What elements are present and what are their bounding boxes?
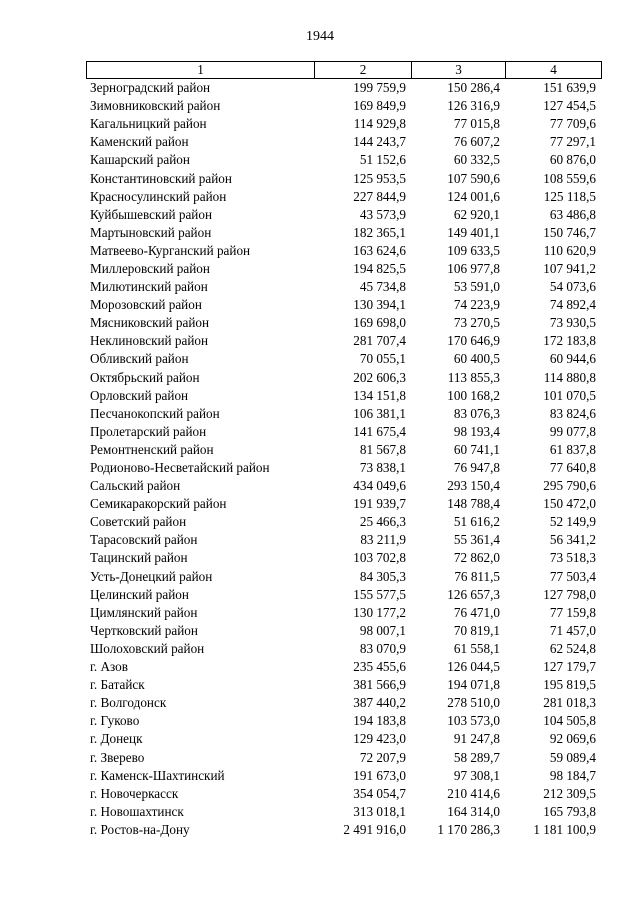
table-row <box>87 658 602 676</box>
district-name-cell: Милютинский район <box>90 279 208 295</box>
value-col4-cell: 59 089,4 <box>549 749 596 765</box>
value-col3-cell: 61 558,1 <box>453 640 500 656</box>
district-name-cell: Целинский район <box>90 586 189 602</box>
table-row <box>87 785 602 803</box>
district-name-cell: Мясниковский район <box>90 315 210 331</box>
value-col4-cell: 295 790,6 <box>543 478 596 494</box>
column-header-2: 2 <box>315 62 412 79</box>
table-row <box>87 405 602 423</box>
value-col2-cell: 281 707,4 <box>353 333 406 349</box>
value-col4-cell: 60 944,6 <box>549 351 596 367</box>
value-col2-cell: 84 305,3 <box>359 568 406 584</box>
table-row <box>87 79 602 98</box>
value-col3-cell: 126 657,3 <box>447 586 500 602</box>
value-col2-cell: 235 455,6 <box>353 659 406 675</box>
value-col2-cell: 25 466,3 <box>359 514 406 530</box>
value-col4-cell: 281 018,3 <box>543 695 596 711</box>
value-col2-cell: 2 491 916,0 <box>343 821 406 837</box>
value-col2-cell: 83 070,9 <box>359 640 406 656</box>
value-col2-cell: 202 606,3 <box>353 369 406 385</box>
value-col3-cell: 103 573,0 <box>447 713 500 729</box>
value-col3-cell: 124 001,6 <box>447 188 500 204</box>
value-col2-cell: 182 365,1 <box>353 224 406 240</box>
value-col4-cell: 150 746,7 <box>543 224 596 240</box>
value-col3-cell: 210 414,6 <box>447 785 500 801</box>
value-col4-cell: 107 941,2 <box>543 260 596 276</box>
value-col3-cell: 51 616,2 <box>453 514 500 530</box>
district-name-cell: Советский район <box>90 514 187 530</box>
district-name-cell: Тацинский район <box>90 550 188 566</box>
value-col4-cell: 60 876,0 <box>549 152 596 168</box>
value-col4-cell: 71 457,0 <box>549 622 596 638</box>
table-row <box>87 748 602 766</box>
table-row <box>87 821 602 839</box>
value-col3-cell: 73 270,5 <box>453 315 500 331</box>
value-col2-cell: 169 849,9 <box>353 98 406 114</box>
table-row <box>87 97 602 115</box>
table-row <box>87 314 602 332</box>
table-row <box>87 278 602 296</box>
value-col3-cell: 106 977,8 <box>447 260 500 276</box>
table-row <box>87 224 602 242</box>
page-number: 1944 <box>306 29 334 44</box>
value-col4-cell: 52 149,9 <box>549 514 596 530</box>
value-col4-cell: 165 793,8 <box>543 803 596 819</box>
table-row <box>87 133 602 151</box>
district-name-cell: Морозовский район <box>90 297 202 313</box>
value-col3-cell: 77 015,8 <box>453 116 500 132</box>
value-col2-cell: 354 054,7 <box>353 785 406 801</box>
value-col4-cell: 1 181 100,9 <box>533 821 596 837</box>
value-col4-cell: 125 118,5 <box>543 188 596 204</box>
value-col3-cell: 278 510,0 <box>447 695 500 711</box>
value-col3-cell: 53 591,0 <box>453 279 500 295</box>
value-col3-cell: 113 855,3 <box>447 369 500 385</box>
value-col3-cell: 60 400,5 <box>453 351 500 367</box>
value-col4-cell: 104 505,8 <box>543 713 596 729</box>
table-row <box>87 387 602 405</box>
value-col2-cell: 103 702,8 <box>353 550 406 566</box>
value-col3-cell: 62 920,1 <box>453 206 500 222</box>
value-col4-cell: 127 798,0 <box>543 586 596 602</box>
value-col2-cell: 129 423,0 <box>353 731 406 747</box>
district-name-cell: Кашарский район <box>90 152 190 168</box>
value-col4-cell: 77 709,6 <box>549 116 596 132</box>
value-col4-cell: 54 073,6 <box>549 279 596 295</box>
value-col4-cell: 77 297,1 <box>549 134 596 150</box>
district-name-cell: Пролетарский район <box>90 423 207 439</box>
district-name-cell: Зерноградский район <box>90 80 211 96</box>
value-col2-cell: 144 243,7 <box>353 134 406 150</box>
district-name-cell: Матвеево-Курганский район <box>90 242 251 258</box>
value-col4-cell: 77 503,4 <box>549 568 596 584</box>
table-row <box>87 459 602 477</box>
value-col4-cell: 73 518,3 <box>549 550 596 566</box>
district-name-cell: Мартыновский район <box>90 224 212 240</box>
district-name-cell: г. Новочеркасск <box>90 785 179 801</box>
value-col4-cell: 172 183,8 <box>543 333 596 349</box>
value-col3-cell: 149 401,1 <box>447 224 500 240</box>
district-name-cell: Семикаракорский район <box>90 496 227 512</box>
value-col4-cell: 92 069,6 <box>549 731 596 747</box>
value-col3-cell: 107 590,6 <box>447 170 500 186</box>
district-name-cell: Октябрьский район <box>90 369 200 385</box>
table-row <box>87 568 602 586</box>
value-col2-cell: 381 566,9 <box>353 677 406 693</box>
value-col3-cell: 74 223,9 <box>453 297 500 313</box>
table-row <box>87 767 602 785</box>
table-row <box>87 350 602 368</box>
value-col2-cell: 387 440,2 <box>353 695 406 711</box>
district-name-cell: Шолоховский район <box>90 640 205 656</box>
value-col4-cell: 83 824,6 <box>549 405 596 421</box>
district-name-cell: г. Волгодонск <box>90 695 167 711</box>
column-header-1: 1 <box>87 62 315 79</box>
table-row <box>87 206 602 224</box>
district-name-cell: г. Гуково <box>90 713 140 729</box>
table-row <box>87 188 602 206</box>
value-col2-cell: 169 698,0 <box>353 315 406 331</box>
table-row <box>87 169 602 187</box>
table-row <box>87 115 602 133</box>
value-col2-cell: 155 577,5 <box>353 586 406 602</box>
value-col4-cell: 77 640,8 <box>549 460 596 476</box>
district-name-cell: Миллеровский район <box>90 260 210 276</box>
district-name-cell: Сальский район <box>90 478 181 494</box>
value-col4-cell: 73 930,5 <box>549 315 596 331</box>
table-row <box>87 676 602 694</box>
value-col2-cell: 114 929,8 <box>353 116 406 132</box>
budget-table <box>86 61 602 839</box>
value-col3-cell: 109 633,5 <box>447 242 500 258</box>
value-col3-cell: 76 947,8 <box>453 460 500 476</box>
table-row <box>87 549 602 567</box>
value-col2-cell: 81 567,8 <box>359 441 406 457</box>
value-col3-cell: 58 289,7 <box>453 749 500 765</box>
value-col4-cell: 114 880,8 <box>543 369 596 385</box>
table-row <box>87 423 602 441</box>
district-name-cell: Песчанокопский район <box>90 405 220 421</box>
value-col4-cell: 98 184,7 <box>549 767 596 783</box>
table-row <box>87 622 602 640</box>
value-col4-cell: 108 559,6 <box>543 170 596 186</box>
district-name-cell: Ремонтненский район <box>90 441 214 457</box>
table-row <box>87 531 602 549</box>
value-col3-cell: 100 168,2 <box>447 387 500 403</box>
value-col3-cell: 98 193,4 <box>453 423 500 439</box>
value-col3-cell: 60 332,5 <box>453 152 500 168</box>
value-col4-cell: 63 486,8 <box>549 206 596 222</box>
district-name-cell: г. Батайск <box>90 677 145 693</box>
value-col2-cell: 227 844,9 <box>353 188 406 204</box>
value-col2-cell: 51 152,6 <box>359 152 406 168</box>
value-col4-cell: 101 070,5 <box>543 387 596 403</box>
table-row <box>87 730 602 748</box>
value-col2-cell: 45 734,8 <box>359 279 406 295</box>
column-header-4: 4 <box>506 62 602 79</box>
value-col3-cell: 97 308,1 <box>453 767 500 783</box>
district-name-cell: Куйбышевский район <box>90 206 213 222</box>
district-name-cell: Зимовниковский район <box>90 98 221 114</box>
table-row <box>87 296 602 314</box>
table-row <box>87 803 602 821</box>
value-col4-cell: 127 454,5 <box>543 98 596 114</box>
table-row <box>87 640 602 658</box>
value-col3-cell: 1 170 286,3 <box>437 821 500 837</box>
value-col2-cell: 130 177,2 <box>353 604 406 620</box>
district-name-cell: г. Ростов-на-Дону <box>90 821 190 837</box>
table-row <box>87 151 602 169</box>
value-col2-cell: 83 211,9 <box>360 532 406 548</box>
table-row <box>87 495 602 513</box>
table-row <box>87 694 602 712</box>
value-col3-cell: 148 788,4 <box>447 496 500 512</box>
value-col2-cell: 194 183,8 <box>353 713 406 729</box>
district-name-cell: Кагальницкий район <box>90 116 207 132</box>
value-col3-cell: 194 071,8 <box>447 677 500 693</box>
value-col3-cell: 126 316,9 <box>447 98 500 114</box>
district-name-cell: Красносулинский район <box>90 188 227 204</box>
value-col2-cell: 43 573,9 <box>359 206 406 222</box>
district-name-cell: Цимлянский район <box>90 604 198 620</box>
value-col3-cell: 83 076,3 <box>453 405 500 421</box>
value-col2-cell: 194 825,5 <box>353 260 406 276</box>
district-name-cell: Тарасовский район <box>90 532 198 548</box>
value-col2-cell: 134 151,8 <box>353 387 406 403</box>
value-col3-cell: 293 150,4 <box>447 478 500 494</box>
value-col2-cell: 434 049,6 <box>353 478 406 494</box>
district-name-cell: Чертковский район <box>90 622 198 638</box>
value-col2-cell: 191 939,7 <box>353 496 406 512</box>
value-col4-cell: 62 524,8 <box>549 640 596 656</box>
table-row <box>87 604 602 622</box>
district-name-cell: г. Каменск-Шахтинский <box>90 767 225 783</box>
value-col4-cell: 74 892,4 <box>549 297 596 313</box>
table-row <box>87 242 602 260</box>
value-col2-cell: 72 207,9 <box>359 749 406 765</box>
district-name-cell: г. Зверево <box>90 749 145 765</box>
column-header-3: 3 <box>412 62 506 79</box>
value-col3-cell: 76 471,0 <box>453 604 500 620</box>
value-col3-cell: 76 811,5 <box>454 568 500 584</box>
table-body <box>87 79 602 839</box>
value-col4-cell: 195 819,5 <box>543 677 596 693</box>
value-col4-cell: 99 077,8 <box>549 423 596 439</box>
table-row <box>87 477 602 495</box>
value-col3-cell: 164 314,0 <box>447 803 500 819</box>
district-name-cell: Неклиновский район <box>90 333 209 349</box>
table-row <box>87 513 602 531</box>
value-col4-cell: 61 837,8 <box>549 441 596 457</box>
value-col3-cell: 72 862,0 <box>453 550 500 566</box>
district-name-cell: г. Донецк <box>90 731 143 747</box>
district-name-cell: Каменский район <box>90 134 189 150</box>
table-row <box>87 712 602 730</box>
district-name-cell: Усть-Донецкий район <box>90 568 213 584</box>
district-name-cell: г. Азов <box>90 659 128 675</box>
value-col4-cell: 77 159,8 <box>549 604 596 620</box>
district-name-cell: г. Новошахтинск <box>90 803 184 819</box>
value-col3-cell: 55 361,4 <box>453 532 500 548</box>
value-col2-cell: 125 953,5 <box>353 170 406 186</box>
value-col3-cell: 150 286,4 <box>447 80 500 96</box>
value-col4-cell: 110 620,9 <box>543 242 596 258</box>
table-row <box>87 586 602 604</box>
district-name-cell: Константиновский район <box>90 170 232 186</box>
value-col2-cell: 106 381,1 <box>353 405 406 421</box>
table-row <box>87 441 602 459</box>
value-col4-cell: 127 179,7 <box>543 659 596 675</box>
value-col3-cell: 60 741,1 <box>453 441 500 457</box>
value-col2-cell: 98 007,1 <box>359 622 406 638</box>
district-name-cell: Родионово-Несветайский район <box>90 460 270 476</box>
value-col2-cell: 191 673,0 <box>353 767 406 783</box>
district-name-cell: Орловский район <box>90 387 189 403</box>
table-row <box>87 369 602 387</box>
value-col3-cell: 70 819,1 <box>453 622 500 638</box>
value-col3-cell: 126 044,5 <box>447 659 500 675</box>
value-col4-cell: 151 639,9 <box>543 80 596 96</box>
value-col3-cell: 91 247,8 <box>453 731 500 747</box>
value-col2-cell: 199 759,9 <box>353 80 406 96</box>
district-name-cell: Обливский район <box>90 351 189 367</box>
value-col2-cell: 141 675,4 <box>353 423 406 439</box>
table-row <box>87 260 602 278</box>
value-col2-cell: 70 055,1 <box>359 351 406 367</box>
value-col2-cell: 313 018,1 <box>353 803 406 819</box>
value-col3-cell: 76 607,2 <box>453 134 500 150</box>
value-col4-cell: 212 309,5 <box>543 785 596 801</box>
value-col2-cell: 130 394,1 <box>353 297 406 313</box>
value-col2-cell: 73 838,1 <box>359 460 406 476</box>
table-row <box>87 332 602 350</box>
value-col4-cell: 56 341,2 <box>549 532 596 548</box>
value-col4-cell: 150 472,0 <box>543 496 596 512</box>
value-col3-cell: 170 646,9 <box>447 333 500 349</box>
table-header-row <box>87 62 602 79</box>
value-col2-cell: 163 624,6 <box>353 242 406 258</box>
